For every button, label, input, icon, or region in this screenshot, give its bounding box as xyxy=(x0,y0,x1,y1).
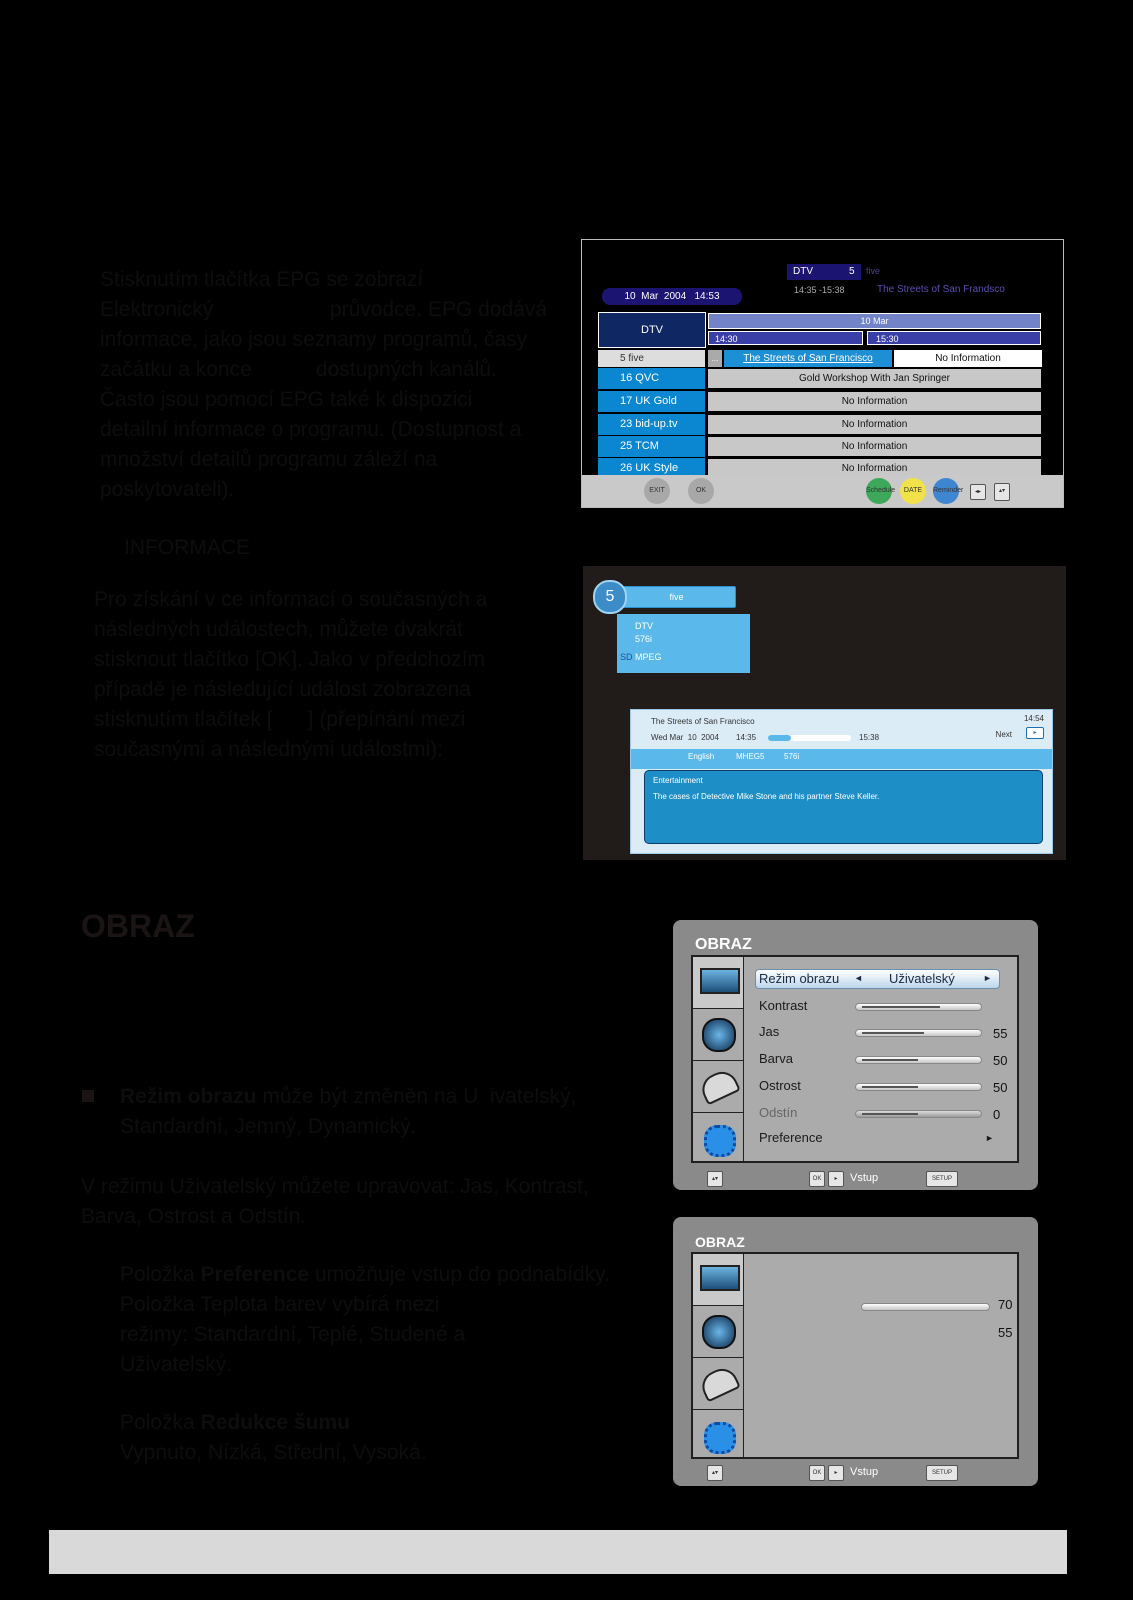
input-label: Vstup xyxy=(850,1172,879,1184)
date-time: 10 Mar 2004 14:53 xyxy=(602,288,742,305)
end-time: 15:38 xyxy=(859,733,880,742)
time-slot: 14:30 xyxy=(708,331,863,345)
text-line: poskytovateli). xyxy=(100,478,235,501)
brightness-slider[interactable] xyxy=(855,1029,982,1037)
text-line: V režimu Uživatelský můžete upravovat: Jas, Kontrast, xyxy=(81,1175,589,1198)
mheg-label: MHEG5 xyxy=(736,752,765,761)
text-line: informace, jako jsou seznamy programů, časy xyxy=(100,328,528,351)
program-cell[interactable]: No Information xyxy=(707,436,1042,457)
pref-value: 70 xyxy=(998,1297,1013,1312)
page-footer-band xyxy=(49,1530,1067,1574)
sound-icon[interactable] xyxy=(693,1306,743,1358)
schedule-button[interactable]: Schedule xyxy=(866,478,892,504)
settings-gear-icon[interactable] xyxy=(693,1113,743,1165)
menu-body xyxy=(691,1252,1019,1459)
slider-fill xyxy=(862,1032,924,1034)
text-line: množství detailů programu záleží na xyxy=(100,448,438,471)
source-label: DTV xyxy=(635,621,653,631)
sound-icon[interactable] xyxy=(693,1009,743,1061)
contrast-label[interactable]: Kontrast xyxy=(759,998,808,1013)
header-channel-name: five xyxy=(866,266,881,276)
up-down-icon[interactable]: ▴▾ xyxy=(994,483,1010,501)
right-arrow-icon[interactable]: ► xyxy=(983,973,992,983)
user-mode-para xyxy=(81,1172,661,1232)
up-down-icon[interactable]: ▴▾ xyxy=(707,1171,723,1187)
sd-badge: SD xyxy=(620,652,633,662)
time-slot: 15:30 xyxy=(867,331,1041,345)
ok-key[interactable]: OK xyxy=(809,1171,825,1187)
brightness-label[interactable]: Jas xyxy=(759,1024,780,1039)
right-key-icon[interactable]: ▸ xyxy=(828,1465,844,1481)
channel-row[interactable]: 26 UK Style xyxy=(598,458,705,479)
noise-para xyxy=(120,1408,620,1468)
audio-label: English xyxy=(688,752,715,761)
description-text: The cases of Detective Mike Stone and his partner Steve Keller. xyxy=(653,792,880,801)
tint-label: Odstín xyxy=(759,1105,798,1120)
description-box xyxy=(644,770,1043,844)
submenu-arrow-icon[interactable]: ► xyxy=(985,1133,994,1143)
meta-row xyxy=(631,749,1052,769)
setup-key[interactable]: SETUP xyxy=(926,1465,958,1481)
slider-fill xyxy=(862,1006,940,1008)
text-line: stisknout tlačítko [OK]. Jako v předchozím xyxy=(94,648,485,671)
picture-mode-label: Režim obrazu xyxy=(759,971,840,986)
satellite-dish-icon[interactable] xyxy=(693,1358,743,1410)
epg-header-channel xyxy=(787,264,861,280)
mode-text: může být změněn na U ivatelský, xyxy=(256,1085,577,1108)
text-line: začátku a konce dostupných kanálů. xyxy=(100,358,497,381)
pref-suffix: umožňuje vstup do podnabídky. xyxy=(309,1263,610,1286)
epg-footer xyxy=(582,475,1063,507)
channel-row[interactable]: 5 five xyxy=(598,350,705,367)
genre-label: Entertainment xyxy=(653,776,703,785)
date-button[interactable]: DATE xyxy=(900,478,926,504)
setup-key[interactable]: SETUP xyxy=(926,1171,958,1187)
grid-date: 10 Mar xyxy=(708,313,1041,329)
header-channel-num: 5 xyxy=(849,266,855,277)
program-cell[interactable]: No Information xyxy=(707,414,1042,435)
pref-prefix: Položka xyxy=(120,1263,201,1286)
channel-bar xyxy=(617,586,736,608)
channel-number-badge: 5 xyxy=(593,580,627,614)
noise-bold: Redukce šumu xyxy=(200,1411,350,1434)
color-value: 50 xyxy=(993,1053,1008,1068)
next-label: Next xyxy=(995,730,1012,739)
info-screen xyxy=(583,566,1066,860)
info-heading: INFORMACE xyxy=(124,536,250,559)
text-line: Často jsou pomocí EPG také k dispozici xyxy=(100,388,473,411)
tv-picture-icon[interactable] xyxy=(693,1254,743,1306)
up-down-icon[interactable]: ▴▾ xyxy=(707,1465,723,1481)
text-line: režimy: Standardní, Teplé, Studené a xyxy=(120,1323,466,1346)
slider-fill xyxy=(862,1113,918,1115)
text-line: detailní informace o programu. (Dostupnost a xyxy=(100,418,522,441)
next-arrow-icon[interactable]: ▸ xyxy=(1026,727,1044,739)
contrast-slider[interactable] xyxy=(855,1003,982,1011)
channel-row[interactable]: 17 UK Gold xyxy=(598,391,705,412)
obraz-heading: OBRAZ xyxy=(81,908,195,944)
progress-fill xyxy=(768,735,791,741)
progress-bar xyxy=(768,735,851,741)
pref-bold: Preference xyxy=(200,1263,310,1286)
preference-label[interactable]: Preference xyxy=(759,1130,823,1145)
text-line: Vypnuto, Nízká, Střední, Vysoká. xyxy=(120,1441,427,1464)
picture-mode-selector[interactable] xyxy=(755,969,1000,989)
text-line: Standardní, Jemný, Dynamický. xyxy=(120,1115,417,1138)
sharpness-slider[interactable] xyxy=(855,1083,982,1091)
text-line: Elektronický průvodce. EPG dodává xyxy=(100,298,548,321)
mode-bold: Režim obrazu xyxy=(120,1085,257,1108)
slider-fill xyxy=(862,1086,918,1088)
start-time: 14:35 xyxy=(736,733,757,742)
clock: 14:54 xyxy=(1023,714,1044,723)
sharpness-label[interactable]: Ostrost xyxy=(759,1078,801,1093)
pref-slider[interactable] xyxy=(861,1303,990,1311)
text-line: případě je následující událost zobrazena xyxy=(94,678,472,701)
preference-para xyxy=(120,1260,680,1380)
text-line: Stisknutím tlačítka EPG se zobrazí xyxy=(100,268,424,291)
ok-key[interactable]: OK xyxy=(809,1465,825,1481)
channel-row[interactable]: 25 TCM xyxy=(598,436,705,457)
picture-menu xyxy=(673,920,1038,1190)
channel-details xyxy=(617,614,750,673)
event-panel xyxy=(630,709,1053,854)
text-line: stisknutím tlačítek [ ] (přepínání mezi xyxy=(94,708,466,731)
header-time-range: 14:35 -15:38 xyxy=(794,285,845,295)
menu-icon-column xyxy=(693,957,744,1161)
text-line: následných událostech, můžete dvakrát xyxy=(94,618,463,641)
brightness-value: 55 xyxy=(993,1026,1008,1041)
program-cell-selected[interactable]: The Streets of San Francisco xyxy=(724,350,892,367)
color-label[interactable]: Barva xyxy=(759,1051,793,1066)
text-line: Uživatelský. xyxy=(120,1353,233,1376)
picture-mode-value: Uživatelský xyxy=(889,971,955,986)
color-slider[interactable] xyxy=(855,1056,982,1064)
channel-row[interactable]: 23 bid-up.tv xyxy=(598,414,705,435)
text-line: Barva, Ostrost a Odstín. xyxy=(81,1205,307,1228)
program-cell[interactable]: No Information xyxy=(707,391,1042,412)
event-date: Wed Mar 10 2004 xyxy=(651,733,719,742)
mode-bullet-text xyxy=(120,1082,640,1142)
epg-ellipsis: ... xyxy=(708,350,722,367)
channel-row[interactable]: 16 QVC xyxy=(598,368,705,389)
program-title: The Streets of San Francisco xyxy=(651,717,755,726)
left-arrow-icon[interactable]: ◄ xyxy=(854,973,863,983)
program-cell[interactable]: No Information xyxy=(707,458,1042,479)
bullet-square-icon xyxy=(82,1090,94,1102)
grid-source: DTV xyxy=(598,312,706,348)
header-program: The Streets of San Frandsco xyxy=(877,284,1005,295)
epg-description xyxy=(100,265,580,505)
text-line: současnými a následnými událostmi): xyxy=(94,738,443,761)
codec-label: MPEG xyxy=(635,652,662,662)
input-label: Vstup xyxy=(850,1466,879,1478)
page-arrows-icon[interactable]: ◂▸ xyxy=(970,484,986,500)
exit-button[interactable]: EXIT xyxy=(644,478,670,504)
right-key-icon[interactable]: ▸ xyxy=(828,1171,844,1187)
channel-name: five xyxy=(669,592,684,602)
settings-gear-icon[interactable] xyxy=(693,1410,743,1462)
resolution-label: 576i xyxy=(784,752,800,761)
program-cell[interactable]: Gold Workshop With Jan Springer xyxy=(707,368,1042,389)
picture-preference-menu xyxy=(673,1217,1038,1486)
program-cell[interactable]: No Information xyxy=(893,349,1043,368)
reminder-button[interactable]: Reminder xyxy=(933,478,959,504)
epg-screen xyxy=(582,240,1063,507)
menu-title: OBRAZ xyxy=(695,1234,745,1250)
menu-body xyxy=(691,955,1019,1163)
resolution-label: 576i xyxy=(635,634,653,644)
text-line: Položka Teplota barev vybírá mezi xyxy=(120,1293,440,1316)
sharpness-value: 50 xyxy=(993,1080,1008,1095)
tint-slider xyxy=(855,1110,982,1118)
info-description xyxy=(94,585,564,765)
tv-picture-icon[interactable] xyxy=(693,957,743,1009)
slider-fill xyxy=(862,1059,918,1061)
satellite-dish-icon[interactable] xyxy=(693,1061,743,1113)
noise-prefix: Položka xyxy=(120,1411,201,1434)
header-source: DTV xyxy=(793,266,813,277)
menu-icon-column xyxy=(693,1254,744,1457)
menu-title: OBRAZ xyxy=(695,936,752,953)
tint-value: 0 xyxy=(993,1107,1001,1122)
pref-value: 55 xyxy=(998,1325,1013,1340)
text-line: Pro získání v ce informací o současných a xyxy=(94,588,488,611)
ok-button[interactable]: OK xyxy=(688,478,714,504)
